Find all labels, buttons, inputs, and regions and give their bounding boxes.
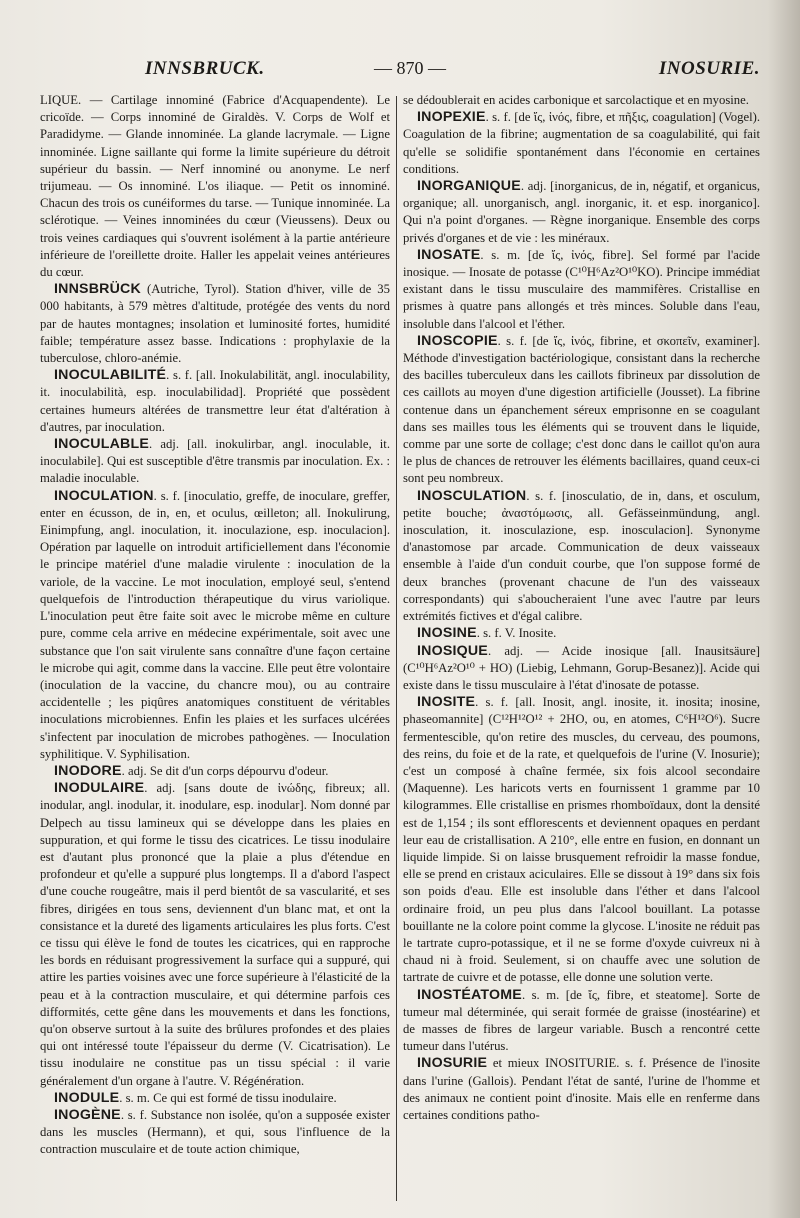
entry-text: . s. f. [all. Inosit, angl. inosite, it. inosita; inosine, phaseomannite] (C¹²H¹²O¹² + 2HO, ou, en atomes, C⁶H¹²O⁶). Sucre fermentescible, qu'on retire des muscles, du cerveau, des poumons, des reins, du foie et de la rate, et quelquefois de l'urine (V. Inosurie); c'est un composé à chaîne fermée, six fois alcool secondaire (Maquenne). Les haricots verts en fournissent 1 gramme par 10 kilogrammes. Elle cristallise en prismes rhomboïdaux, dont la densité est de 1,154 ; ils sont efflorescents et deviennent opaques en perdant leur eau de cristallisation. A 210°, elle entre en fusion, en donnant un liquide limpide. Si on laisse brusquement refroidir la masse fondue, elle se prend en cristaux aciculaires. Elle se dissout à 19° dans six fois son poids d'eau. Elle est insoluble dans l'éther et dans l'alcool ordinaire froid, un peu plus dans l'alcool bouillant. La potasse bouillante ne la colore point comme la glycose. L'inosite ne réduit pas le tartrate cupro-potassique, et il ne se forme d'oxyde cuivreux ni à chaud ni à froid. Seulement, si on chauffe avec une solution de tartrate de cuivre et de potasse, elle donne une solution verte.: [403, 695, 760, 985]
dictionary-entry: [403, 109, 760, 178]
dictionary-entry: [40, 436, 390, 488]
dictionary-entry: [403, 694, 760, 986]
entry-headword: INODULE: [54, 1089, 120, 1106]
dictionary-entry: [403, 92, 760, 109]
dictionary-entry: [403, 643, 760, 695]
dictionary-entry: [403, 178, 760, 247]
dictionary-entry: [403, 333, 760, 488]
dictionary-entry: [403, 247, 760, 333]
entry-text: . s. f. Substance non isolée, qu'on a supposée exister dans les muscles (Hermann), et qui, sous l'influence de la contraction musculaire et de toute action chimique,: [40, 1107, 390, 1157]
entry-headword: INODORE: [54, 762, 122, 779]
dictionary-entry: [403, 625, 760, 642]
entry-headword: INODULAIRE: [54, 780, 145, 797]
entry-text: . s. f. [de ἴς, ἰνός, fibre, et πῆξις, coagulation] (Vogel). Coagulation de la fibrine; augmentation de sa coagulabilité, qui fait qu'elle se solidifie spontanément dans l'économie en certaines conditions.: [403, 110, 760, 176]
dictionary-entry: [40, 281, 390, 367]
entry-text: . s. f. [de ἴς, ἰνός, fibrine, et σκοπεῖν, examiner]. Méthode d'investigation bactériologique, consistant dans la recherche des bacilles tuberculeux dans les caillots fibrineux par dissolution de ces caillots au moyen d'une digestion artificielle (Jousset). La fibrine contenue dans un épanchement séreux emprisonne en se coagulant dans ses mailles tous les éléments qui se trouvent dans le liquide, comme par une sorte de collage; c'est donc dans le caillot qu'on aura le plus de chances de retrouver les éléments bacillaires, quand ceux-ci sont peu nombreux.: [403, 333, 760, 486]
dictionary-entry: [40, 1107, 390, 1159]
page-number: — 870 —: [374, 58, 446, 78]
entry-headword: INOCULABILITÉ: [54, 367, 167, 384]
entry-headword: INOSTÉATOME: [417, 986, 522, 1003]
entry-text: . adj. Se dit d'un corps dépourvu d'odeur.: [121, 763, 329, 778]
entry-headword: INOSIQUE: [417, 642, 488, 659]
entry-text: et mieux INOSITURIE. s. f. Présence de l'inosite dans l'urine (Gallois). Pendant l'état de santé, l'urine de l'homme et des animaux ne contient point d'inosite. Mais elle en renferme dans certaines conditions patho-: [403, 1056, 760, 1122]
entry-text: . adj. [all. inokulirbar, angl. inoculable, it. inoculabile]. Qui est susceptible d'être transmis par inoculation. Ex. : maladie inoculable.: [40, 437, 390, 486]
dictionary-entry: [403, 987, 760, 1056]
entry-headword: INOSCULATION: [417, 487, 527, 504]
dictionary-entry: [40, 763, 390, 780]
entry-headword: INOSCOPIE: [417, 332, 498, 349]
dictionary-entry: [40, 488, 390, 763]
entry-headword: INOSINE: [417, 625, 477, 642]
right-column: [403, 92, 760, 1202]
entry-text: se dédoublerait en acides carbonique et sarcolactique et en myosine.: [403, 93, 749, 107]
left-column: [40, 92, 390, 1202]
entry-text: . adj. [sans doute de ἰνώδης, fibreux; all. inodular, angl. inodular, it. inodulare, esp. inodular]. Nom donné par Delpech au tissu lamineux qui se développe dans les plaies en suppuration, et qui forme le tissu des cicatrices. Le tissu inodulaire est d'autant plus prononcé que la plaie a plus d'étendue en profondeur et qu'elle a suppuré plus longtemps. Il a d'abord l'aspect d'une couche rougeâtre, mais il perd bientôt de sa vascularité, et ses fibres, dirigées en tous sens, deviennent d'un blanc mat, et ont la consistance et la dureté des ligaments articulaires les plus forts. C'est ce tissu qui élève le fond de toutes les cicatrices, qui en rapproche les bords en réduisant progressivement la surface qui a suppuré, qui attire les parties voisines avec une force supérieure à l'élasticité de la peau et à la contraction musculaire, et qui détermine parfois ces difformités, cette gêne dans les mouvements et dans les fonctions, qu'on observe surtout à la suite des brûlures profondes et des plaies qui ont intéressé toute l'épaisseur du derme (V. Cicatrisation). Le tissu inodulaire ne constitue pas un tissu spécial : il varie généralement d'un organe à l'autre. V. Régénération.: [40, 781, 390, 1088]
entry-text: . s. f. V. Inosite.: [476, 626, 557, 641]
entry-text: (Autriche, Tyrol). Station d'hiver, ville de 35 000 habitants, à 579 mètres d'altitude, protégée des vents du nord par de hautes montagnes; insolation et luminosité fortes, humidité faible; température assez basse. Indications : prophylaxie de la tuberculose, chloro-anémie.: [40, 282, 390, 366]
entry-text: LIQUE. — Cartilage innominé (Fabrice d'Acquapendente). Le cricoïde. — Corps innominé de Giraldès. V. Corps de Wolf et Paradidyme. — Glande innominée. La glande lacrymale. — Ligne innominée. Ligne saillante qui forme la limite supérieure du détroit supérieur du bassin. — Nerf innominé ou anonyme. Le nerf trijumeau. — Os innominé. L'os iliaque. — Petit os innominé. Chacun des trois os cunéiformes du tarse. — Tunique innominée. La sclérotique. — Veines innominées du cœur (Vieussens). Deux ou trois veines cardiaques qui s'ouvrent isolément à la partie antérieure inférieure de l'oreillette droite. Haller les appelait veines antérieures du cœur.: [40, 93, 390, 280]
entry-headword: INOGÈNE: [54, 1106, 121, 1123]
dictionary-entry: [403, 1055, 760, 1124]
dictionary-entry: [40, 92, 390, 281]
entry-text: . s. f. [inoculatio, greffe, de inoculare, greffer, enter en écusson, de in, en, et oculus, œilleton; all. Inokulirung, Einimpfung, angl. inoculation, it. inoculazione, esp. inoculacion]. Opération par laquelle on introduit artificiellement dans l'économie le principe matériel d'une maladie virulente : inoculation de la variole, de la vaccine. Le mot inoculation, employé seul, s'entend quelquefois de l'introduction thérapeutique du virus variolique. L'inoculation peut être faite soit avec le microbe même en culture pure, comme cela arrive en médecine expérimentale, soit avec une substance que l'on sait virulente sans connaître d'une façon certaine le microbe qui agit, comme dans la vaccine. Elle peut être volontaire (inoculation de la vaccine, du chancre mou), ou au contraire accidentelle ; les piqûres anatomiques constituent de véritables inoculations microbiennes. Enfin les plaies et les surfaces ulcérées s'infectent par inoculation de microbes pathogènes. — Inoculation syphilitique. V. Syphilisation.: [40, 488, 390, 761]
entry-text: . s. m. [de ἴς, fibre, et steatome]. Sorte de tumeur mal déterminée, qui serait formée de graisse (inostéarine) et de masses de fibres de largeur variable. Busch a rencontré cette tumeur dans l'utérus.: [403, 987, 760, 1054]
entry-text: . adj. — Acide inosique [all. Inausitsäure] (C¹⁰H⁶Az²O¹⁰ + HO) (Liebig, Lehmann, Gorup-Besanez)]. Acide qui existe dans le tissu musculaire à l'état d'inosate de potasse.: [403, 643, 760, 692]
dictionary-entry: [40, 367, 390, 436]
entry-headword: INOCULATION: [54, 487, 154, 504]
dictionary-entry: [40, 1090, 390, 1107]
entry-headword: INOCULABLE: [54, 436, 150, 453]
dictionary-entry: [40, 780, 390, 1090]
header-last-entry: INOSURIE.: [658, 58, 760, 79]
entry-headword: INORGANIQUE: [417, 178, 521, 195]
entry-text: . adj. [inorganicus, de in, négatif, et organicus, organique; all. unorganisch, angl. inorganic, it. et esp. inorganico]. Qui n'a point d'organes. — Règne inorganique. Ensemble des corps privés d'organes et de vie : les minéraux.: [403, 179, 760, 245]
entry-headword: INOSITE: [417, 694, 476, 711]
header-first-entry: INNSBRUCK.: [145, 58, 265, 79]
entry-headword: INOPEXIE: [417, 109, 486, 126]
dictionary-entry: [403, 488, 760, 626]
entry-text: . s. f. [inosculatio, de in, dans, et osculum, petite bouche; ἀναστόμωσις, all. Gefässeinmündung, angl. inosculation, it. inosculazione, esp. inosculacion]. Synonyme d'anastomose par arcade. Communication de deux vaisseaux ensemble à l'aide d'un conduit courbe, que l'on suppose formé de deux branches (provenant chacune de l'un des vaisseaux correspondants) qui s'aboucheraient l'une avec l'autre par leurs extrémités fictives et d'égal calibre.: [403, 488, 760, 624]
entry-text: . s. f. [all. Inokulabilität, angl. inoculability, it. inoculabilità, esp. inoculabilidad]. Propriété que possèdent certaines humeurs altérées de transmettre leur état d'altération à d'autres, par inoculation.: [40, 368, 390, 434]
entry-headword: INOSATE: [417, 246, 481, 263]
running-header: [40, 58, 780, 88]
entry-headword: INNSBRÜCK: [54, 281, 141, 298]
column-divider: [396, 96, 397, 1201]
entry-headword: INOSURIE: [417, 1055, 488, 1072]
entry-text: . s. m. Ce qui est formé de tissu inodulaire.: [119, 1090, 337, 1105]
entry-text: . s. m. [de ἴς, ἰνός, fibre]. Sel formé par l'acide inosique. — Inosate de potasse (C¹⁰H⁶Az²O¹⁰KO). Principe immédiat existant dans le tissu musculaire des mammifères. Cristallise en prismes à quatre pans allongés et très minces. Soluble dans l'eau, insoluble dans l'alcool et l'éther.: [403, 247, 760, 331]
